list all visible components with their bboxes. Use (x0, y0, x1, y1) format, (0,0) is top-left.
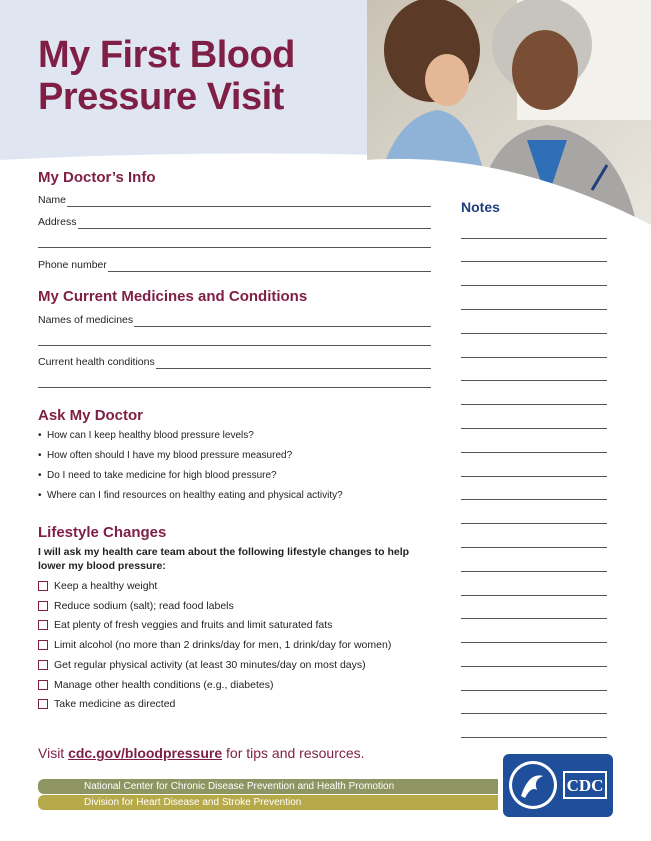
note-line[interactable] (461, 618, 607, 619)
lifestyle-checkbox-item[interactable]: Limit alcohol (no more than 2 drinks/day for men, 1 drink/day for women) (38, 639, 391, 651)
page-title (38, 34, 295, 118)
lifestyle-checkbox-item[interactable]: Eat plenty of fresh veggies and fruits and limit saturated fats (38, 619, 332, 631)
question-item: • Where can I find resources on healthy eating and physical activity? (38, 490, 343, 501)
lifestyle-checkbox-item[interactable]: Get regular physical activity (at least 30 minutes/day on most days) (38, 659, 366, 671)
lifestyle-checkbox-item[interactable]: Reduce sodium (salt); read food labels (38, 600, 234, 612)
note-line[interactable] (461, 499, 607, 500)
note-line[interactable] (461, 309, 607, 310)
lifestyle-intro: I will ask my health care team about the following lifestyle changes to help lower my blood pressure: (38, 546, 410, 572)
doctor-info-heading: My Doctor’s Info (38, 169, 156, 186)
division-band: Division for Heart Disease and Stroke Prevention (38, 795, 498, 810)
lifestyle-checkbox-item[interactable]: Take medicine as directed (38, 698, 175, 710)
medicines-heading: My Current Medicines and Conditions (38, 288, 308, 305)
visit-text: Visit cdc.gov/bloodpressure for tips and resources. (38, 745, 365, 761)
note-line[interactable] (461, 428, 607, 429)
note-line[interactable] (461, 690, 607, 691)
lifestyle-checkbox-item[interactable]: Keep a healthy weight (38, 580, 157, 592)
note-line[interactable] (461, 333, 607, 334)
note-line[interactable] (461, 380, 607, 381)
checkbox-icon[interactable] (38, 620, 48, 630)
title-line-2: Pressure Visit (38, 76, 284, 118)
name-field[interactable] (38, 194, 431, 207)
conditions-field[interactable] (38, 356, 431, 369)
cdc-logo-text: CDC (566, 776, 604, 795)
notes-heading: Notes (461, 199, 500, 215)
note-line[interactable] (461, 238, 607, 239)
checkbox-icon[interactable] (38, 699, 48, 709)
checkbox-icon[interactable] (38, 581, 48, 591)
question-item: • How often should I have my blood pressure measured? (38, 450, 293, 461)
question-item: • Do I need to take medicine for high blood pressure? (38, 470, 277, 481)
note-line[interactable] (461, 595, 607, 596)
note-line[interactable] (461, 285, 607, 286)
note-line[interactable] (461, 523, 607, 524)
phone-field[interactable] (38, 259, 431, 272)
checkbox-icon[interactable] (38, 680, 48, 690)
note-line[interactable] (461, 642, 607, 643)
note-line[interactable] (461, 357, 607, 358)
address-line-2[interactable] (38, 247, 431, 248)
note-line[interactable] (461, 571, 607, 572)
cdc-link[interactable]: cdc.gov/bloodpressure (68, 745, 223, 761)
note-line[interactable] (461, 737, 607, 738)
note-line[interactable] (461, 452, 607, 453)
lifestyle-heading: Lifestyle Changes (38, 524, 167, 541)
phone-label: Phone number (38, 259, 107, 271)
name-label: Name (38, 194, 67, 206)
conditions-label: Current health conditions (38, 356, 155, 368)
title-line-1: My First Blood (38, 34, 295, 76)
medicines-field[interactable] (38, 314, 431, 327)
checkbox-icon[interactable] (38, 660, 48, 670)
center-band: National Center for Chronic Disease Prevention and Health Promotion (38, 779, 498, 794)
note-line[interactable] (461, 404, 607, 405)
question-item: • How can I keep healthy blood pressure levels? (38, 430, 254, 441)
address-label: Address (38, 216, 77, 228)
checkbox-icon[interactable] (38, 640, 48, 650)
medicines-label: Names of medicines (38, 314, 134, 326)
medicines-line-2[interactable] (38, 345, 431, 346)
address-field[interactable] (38, 216, 431, 229)
doctor-patient-photo (367, 0, 651, 225)
note-line[interactable] (461, 666, 607, 667)
note-line[interactable] (461, 476, 607, 477)
cdc-logo (503, 754, 613, 817)
lifestyle-checkbox-item[interactable]: Manage other health conditions (e.g., diabetes) (38, 679, 273, 691)
ask-doctor-heading: Ask My Doctor (38, 407, 144, 424)
note-line[interactable] (461, 261, 607, 262)
checkbox-icon[interactable] (38, 601, 48, 611)
note-line[interactable] (461, 547, 607, 548)
note-line[interactable] (461, 713, 607, 714)
conditions-line-2[interactable] (38, 387, 431, 388)
